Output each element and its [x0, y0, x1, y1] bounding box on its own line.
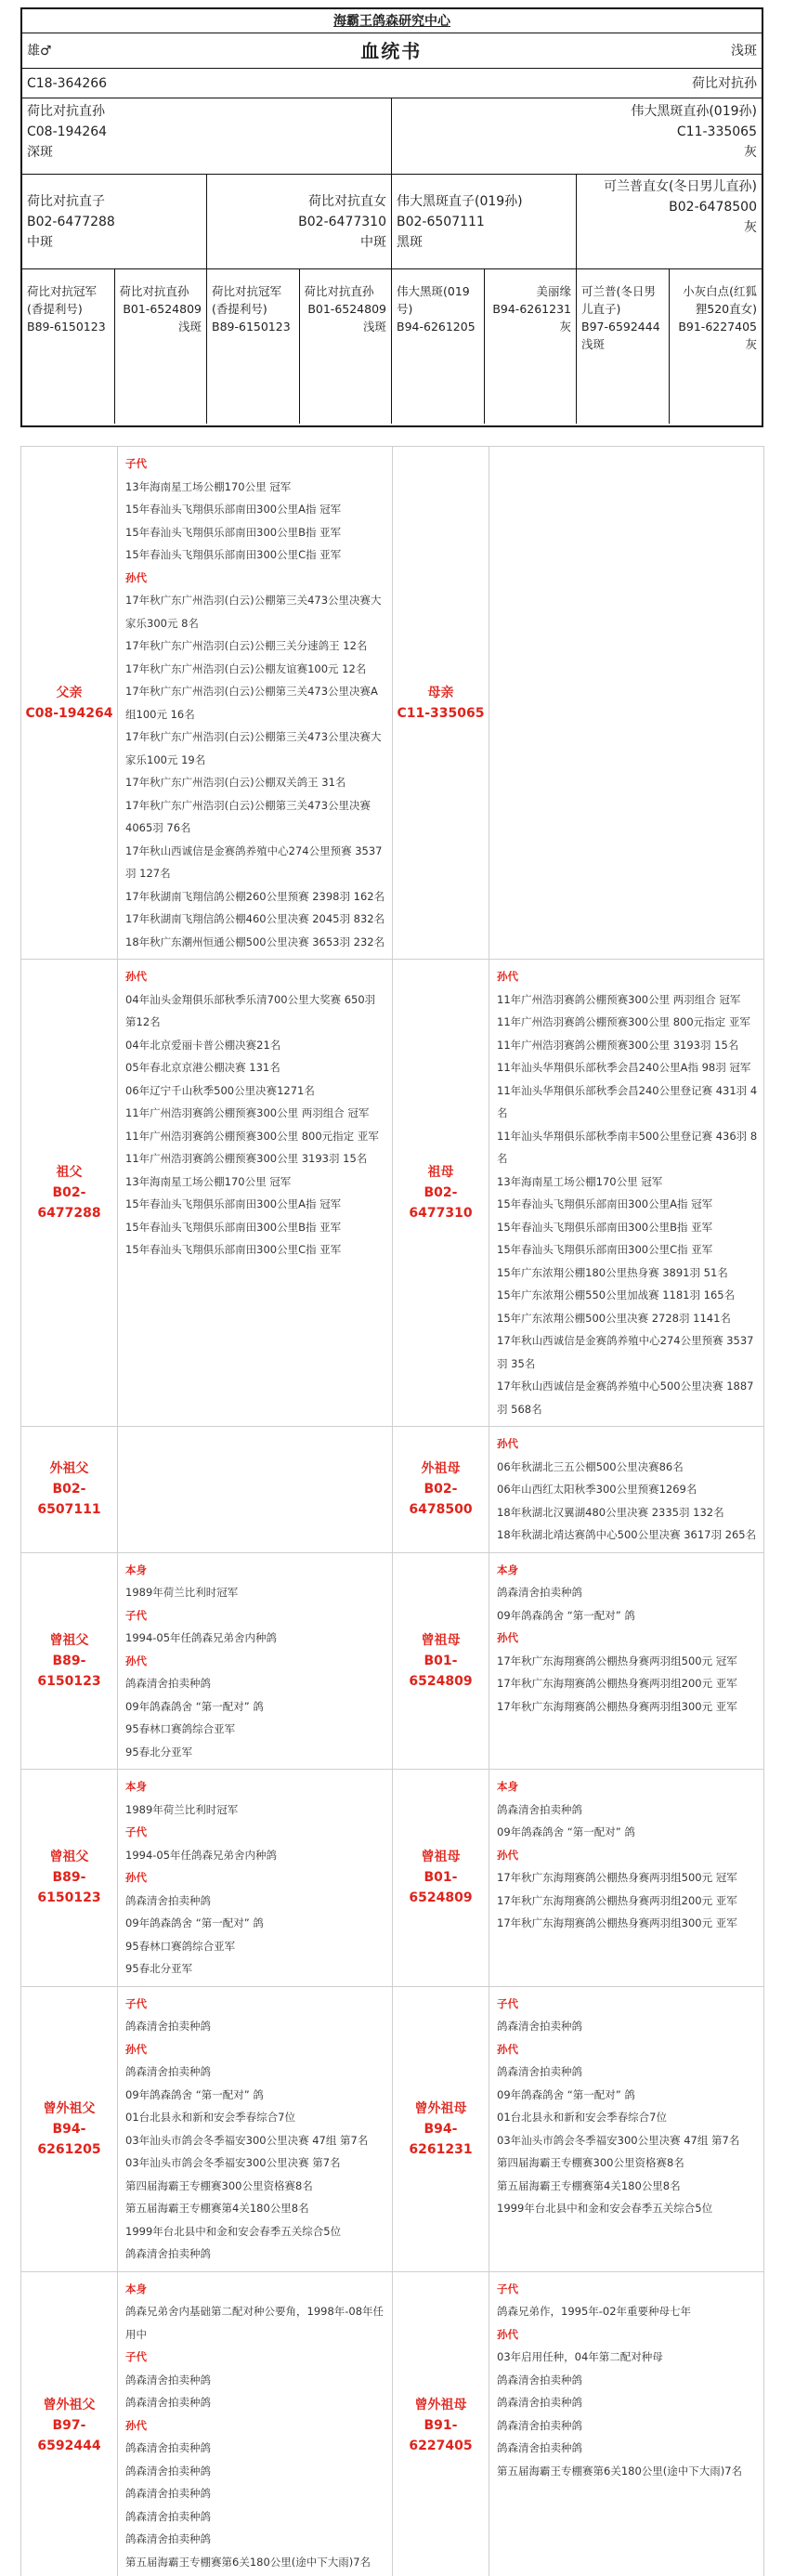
ancestor-records: [489, 1986, 764, 2271]
record-heading: 本身: [125, 1780, 147, 1793]
grandparent-name: 荷比对抗直女: [308, 194, 386, 209]
record-heading: 孙代: [497, 970, 518, 983]
record-line: 15年春汕头飞翔俱乐部南田300公里C指 亚军: [125, 1243, 342, 1256]
great-grandparent-cell: [485, 269, 578, 424]
great-grandparents-row: [22, 269, 762, 424]
record-line: 鸽森兄弟舍内基础第二配对种公要角，1998年-08年任用中: [125, 2305, 384, 2341]
record-heading: 子代: [497, 2282, 518, 2295]
ancestor-ring: B02-6478500: [409, 1482, 473, 1518]
ancestor-records: [489, 2271, 764, 2576]
record-line: 01台北县永和新和安会季春综合7位: [497, 2111, 667, 2124]
gg-name: 荷比对抗冠军(香提利号): [27, 284, 98, 316]
record-line: 鸽森清舍拍卖种鸽: [125, 2396, 211, 2409]
record-line: 鸽森清舍拍卖种鸽: [497, 2396, 582, 2409]
ancestor-ring: B89-6150123: [37, 1870, 101, 1906]
ancestor-ring: B94-6261231: [409, 2121, 473, 2157]
record-line: 06年辽宁千山秋季500公里决赛1271名: [125, 1083, 315, 1097]
record-line: 11年汕头华翔俱乐部秋季会昌240公里A指 98羽 冠军: [497, 1061, 751, 1074]
record-line: 鸽森清舍拍卖种鸽: [125, 2065, 211, 2078]
record-line: 15年春汕头飞翔俱乐部南田300公里C指 亚军: [497, 1243, 713, 1256]
record-line: 鸽森清舍拍卖种鸽: [497, 2418, 582, 2432]
gg-ring: B94-6261205: [397, 320, 476, 333]
gg-name: 美丽缘: [536, 284, 571, 298]
record-line: 17年秋山西诚信是金赛鸽养殖中心274公里预赛 3537羽 35名: [497, 1334, 754, 1370]
performance-row: [21, 960, 764, 1427]
record-line: 鸽森清舍拍卖种鸽: [125, 2532, 211, 2545]
record-line: 11年广州浩羽赛鸽公棚预赛300公里 两羽组合 冠军: [497, 992, 741, 1006]
record-heading: 孙代: [497, 2327, 518, 2341]
ancestor-ring: B97-6592444: [37, 2417, 101, 2453]
ancestor-ring: B01-6524809: [409, 1870, 473, 1906]
record-line: 03年汕头市鸽会冬季福安300公里决赛 第7名: [125, 2156, 341, 2169]
ancestor-ring: B94-6261205: [37, 2121, 101, 2157]
ancestor-label: [21, 1986, 118, 2271]
record-line: 1999年台北县中和金和安会春季五关综合5位: [125, 2224, 342, 2238]
grandparent-ring: B02-6507111: [397, 215, 485, 229]
record-line: 17年秋广东海翔赛鸽公棚热身赛两羽组300元 亚军: [497, 1699, 737, 1713]
performance-row: [21, 1427, 764, 1553]
grandparent-ring: B02-6478500: [669, 200, 757, 215]
sire-name: 荷比对抗直孙: [27, 104, 105, 119]
ancestor-label: [393, 1986, 489, 2271]
ancestor-role: 曾外祖父: [43, 2397, 96, 2413]
record-line: 鸽森清舍拍卖种鸽: [125, 2464, 211, 2478]
ancestor-label: [21, 1427, 118, 1553]
record-line: 第五届海霸王专棚赛第6关180公里(途中下大雨)7名: [497, 2464, 743, 2478]
record-line: 第五届海霸王专棚赛第4关180公里8名: [497, 2178, 681, 2192]
gg-color: 灰: [745, 337, 757, 351]
ancestor-label: [393, 1427, 489, 1553]
record-line: 15年春汕头飞翔俱乐部南田300公里B指 亚军: [125, 525, 342, 539]
sire-cell: [22, 98, 392, 174]
ancestor-ring: B02-6507111: [37, 1482, 101, 1518]
grandparent-cell: [207, 175, 392, 268]
self-color: 浅斑: [731, 43, 757, 59]
ancestor-role: 曾外祖母: [414, 2100, 467, 2116]
grandparent-color: 黑斑: [397, 235, 423, 250]
ancestor-records: [489, 1427, 764, 1553]
ancestor-role: 曾外祖母: [414, 2397, 467, 2413]
record-line: 13年海南星工场公棚170公里 冠军: [125, 479, 292, 493]
gg-ring: B01-6524809: [123, 302, 202, 316]
record-line: 鸽森清舍拍卖种鸽: [125, 2373, 211, 2386]
ancestor-label: [393, 447, 489, 960]
record-line: 17年秋广东广州浩羽(白云)公棚双关鸽王 31名: [125, 776, 346, 789]
great-grandparent-cell: [392, 269, 485, 424]
record-line: 1994-05年任鸽森兄弟舍内种鸽: [125, 1631, 278, 1644]
record-line: 17年秋广东广州浩羽(白云)公棚第三关473公里决赛4065羽 76名: [125, 798, 371, 834]
ancestor-role: 外祖母: [421, 1461, 461, 1477]
ancestor-role: 父亲: [56, 685, 83, 700]
great-grandparent-cell: [300, 269, 393, 424]
gg-ring: B89-6150123: [212, 320, 291, 333]
ancestor-label: [21, 447, 118, 960]
record-line: 鸽森清舍拍卖种鸽: [125, 2247, 211, 2260]
record-line: 95春北分亚军: [125, 1962, 193, 1975]
gg-name: 荷比对抗冠军(香提利号): [212, 284, 282, 316]
record-line: 95春林口赛鸽综合亚军: [125, 1939, 236, 1953]
ancestor-label: [393, 1770, 489, 1987]
record-line: 95春林口赛鸽综合亚军: [125, 1722, 236, 1735]
record-line: 01台北县永和新和安会季春综合7位: [125, 2111, 295, 2124]
grandparents-row: [22, 175, 762, 269]
record-line: 03年汕头市鸽会冬季福安300公里决赛 47组 第7名: [125, 2133, 369, 2147]
ancestor-ring: B01-6524809: [409, 1653, 473, 1689]
record-heading: 子代: [125, 1996, 147, 2010]
gg-ring: B94-6261231: [492, 302, 571, 316]
gg-ring: B91-6227405: [678, 320, 757, 333]
dam-name: 伟大黑斑直孙(019孙): [631, 104, 757, 119]
record-line: 17年秋广东广州浩羽(白云)公棚第三关473公里决赛A组100元 16名: [125, 685, 378, 721]
record-line: 鸽森清舍拍卖种鸽: [125, 2509, 211, 2523]
great-grandparent-cell: [207, 269, 300, 424]
ancestor-ring: B91-6227405: [409, 2417, 473, 2453]
grandparent-name: 荷比对抗直子: [27, 194, 105, 209]
record-heading: 子代: [125, 2350, 147, 2363]
gg-name: 荷比对抗直孙: [304, 284, 374, 298]
ancestor-ring: B89-6150123: [37, 1653, 101, 1689]
gg-ring: B01-6524809: [307, 302, 386, 316]
performance-table-body: [21, 447, 764, 2576]
ancestor-role: 祖父: [56, 1165, 83, 1180]
record-line: 1994-05年任鸽森兄弟舍内种鸽: [125, 1848, 278, 1862]
grandparent-name: 可兰普直女(冬日男儿直孙): [604, 179, 757, 194]
record-line: 06年秋湖北三五公棚500公里决赛86名: [497, 1459, 684, 1473]
ancestor-role: 曾祖母: [421, 1632, 461, 1648]
gg-color: 灰: [559, 320, 571, 333]
record-line: 05年春北京京港公棚决赛 131名: [125, 1061, 280, 1074]
ancestor-role: 曾祖父: [49, 1632, 89, 1648]
record-line: 15年春汕头飞翔俱乐部南田300公里B指 亚军: [125, 1220, 342, 1234]
ancestor-role: 祖母: [427, 1165, 454, 1180]
grandparent-cell: [22, 175, 207, 268]
record-line: 11年广州浩羽赛鸽公棚预赛300公里 两羽组合 冠军: [125, 1106, 370, 1119]
ancestor-label: [21, 2271, 118, 2576]
pedigree-chart: [20, 7, 763, 427]
record-heading: 本身: [497, 1780, 518, 1793]
record-line: 17年秋广东海翔赛鸽公棚热身赛两羽组200元 亚军: [497, 1677, 737, 1690]
ancestor-role: 曾外祖父: [43, 2100, 96, 2116]
record-line: 18年秋广东潮州恒通公棚500公里决赛 3653羽 232名: [125, 935, 385, 948]
grandparent-color: 灰: [744, 220, 757, 235]
gg-name: 伟大黑斑(019号): [397, 284, 470, 316]
self-strain: 荷比对抗孙: [692, 75, 757, 91]
dam-color: 灰: [744, 145, 757, 160]
record-line: 11年广州浩羽赛鸽公棚预赛300公里 3193羽 15名: [497, 1038, 739, 1052]
record-line: 1989年荷兰比利时冠军: [125, 1586, 239, 1599]
record-line: 04年汕头金翔俱乐部秋季乐清700公里大奖赛 650羽 第12名: [125, 992, 376, 1028]
ancestor-label: [393, 2271, 489, 2576]
record-heading: 孙代: [125, 1654, 147, 1667]
ancestor-label: [21, 1770, 118, 1987]
record-line: 18年秋湖北汉翼湖480公里决赛 2335羽 132名: [497, 1505, 724, 1519]
record-line: 11年广州浩羽赛鸽公棚预赛300公里 800元指定 亚军: [125, 1129, 379, 1143]
record-line: 17年秋山西诚信是金赛鸽养殖中心500公里决赛 1887羽 568名: [497, 1380, 754, 1416]
record-line: 09年鸽森鸽舍 “第一配对” 鸽: [125, 1699, 264, 1713]
great-grandparent-cell: [115, 269, 208, 424]
record-line: 11年汕头华翔俱乐部秋季南丰500公里登记赛 436羽 8名: [497, 1129, 758, 1165]
record-line: 11年广州浩羽赛鸽公棚预赛300公里 800元指定 亚军: [497, 1015, 750, 1028]
performance-row: [21, 1770, 764, 1987]
record-heading: 孙代: [125, 570, 147, 584]
grandparent-ring: B02-6477288: [27, 215, 115, 229]
performance-row: [21, 1552, 764, 1770]
grandparent-color: 中斑: [360, 235, 386, 250]
sire-color: 深斑: [27, 145, 53, 160]
record-line: 鸽森兄弟作，1995年-02年重要种母七年: [497, 2305, 692, 2318]
record-heading: 孙代: [125, 2042, 147, 2056]
great-grandparent-cell: [670, 269, 762, 424]
ancestor-records: [118, 1770, 393, 1987]
record-line: 1989年荷兰比利时冠军: [125, 1802, 239, 1816]
ancestor-label: [21, 960, 118, 1427]
record-line: 鸽森清舍拍卖种鸽: [497, 2020, 582, 2033]
record-line: 17年秋广东海翔赛鸽公棚热身赛两羽组300元 亚军: [497, 1916, 737, 1929]
record-line: 鸽森清舍拍卖种鸽: [125, 1893, 211, 1907]
record-line: 鸽森清舍拍卖种鸽: [497, 2065, 582, 2078]
ancestor-role: 母亲: [427, 685, 454, 700]
record-line: 15年春汕头飞翔俱乐部南田300公里B指 亚军: [497, 1220, 713, 1234]
record-line: 鸽森清舍拍卖种鸽: [125, 2441, 211, 2454]
ancestor-label: [21, 1552, 118, 1770]
performance-row: [21, 447, 764, 960]
grandparent-cell: [577, 175, 762, 268]
record-heading: 本身: [125, 2282, 147, 2295]
gg-name: 小灰白点(红狐狸520直女): [683, 284, 757, 316]
gg-name: 可兰普(冬日男儿直子): [581, 284, 656, 316]
record-heading: 孙代: [125, 970, 147, 983]
gg-ring: B89-6150123: [27, 320, 106, 333]
record-line: 鸽森清舍拍卖种鸽: [497, 1586, 582, 1599]
ancestor-records: [118, 447, 393, 960]
performance-row: [21, 2271, 764, 2576]
ancestor-ring: C11-335065: [397, 705, 485, 721]
record-line: 17年秋广东广州浩羽(白云)公棚友谊赛100元 12名: [125, 661, 367, 675]
record-line: 鸽森清舍拍卖种鸽: [497, 2441, 582, 2454]
record-heading: 本身: [497, 1563, 518, 1576]
record-line: 鸽森清舍拍卖种鸽: [497, 1802, 582, 1816]
record-heading: 孙代: [497, 1437, 518, 1450]
ancestor-role: 外祖父: [49, 1461, 89, 1477]
record-heading: 子代: [125, 1608, 147, 1622]
record-line: 15年春汕头飞翔俱乐部南田300公里A指 冠军: [125, 1197, 342, 1210]
record-line: 09年鸽森鸽舍 “第一配对” 鸽: [497, 2087, 635, 2101]
dam-ring: C11-335065: [676, 124, 757, 139]
ancestor-role: 曾祖父: [49, 1850, 89, 1865]
record-line: 17年秋广东海翔赛鸽公棚热身赛两羽组200元 亚军: [497, 1893, 737, 1907]
record-line: 15年广东浓翔公棚550公里加战赛 1181羽 165名: [497, 1288, 736, 1301]
ancestor-ring: B02-6477310: [409, 1185, 473, 1221]
gg-name: 荷比对抗直孙: [119, 284, 189, 298]
record-heading: 本身: [125, 1563, 147, 1576]
record-line: 17年秋湖南飞翔信鸽公棚460公里决赛 2045羽 832名: [125, 912, 385, 925]
record-line: 03年启用任种，04年第二配对种母: [497, 2350, 663, 2363]
great-grandparent-cell: [22, 269, 115, 424]
record-heading: 孙代: [125, 2418, 147, 2432]
record-line: 11年汕头华翔俱乐部秋季会昌240公里登记赛 431羽 4名: [497, 1083, 758, 1119]
center-title: 海霸王鸽森研究中心: [333, 14, 450, 29]
ancestor-records: [489, 960, 764, 1427]
record-line: 95春北分亚军: [125, 1745, 193, 1759]
record-line: 15年春汕头飞翔俱乐部南田300公里A指 冠军: [497, 1197, 713, 1210]
record-heading: 子代: [125, 457, 147, 470]
record-line: 13年海南星工场公棚170公里 冠军: [497, 1174, 663, 1188]
record-heading: 孙代: [497, 1631, 518, 1644]
record-line: 09年鸽森鸽舍 “第一配对” 鸽: [125, 1916, 264, 1929]
doc-title: 血统书: [360, 39, 423, 62]
record-line: 09年鸽森鸽舍 “第一配对” 鸽: [497, 1608, 635, 1622]
parents-row: [22, 98, 762, 175]
title-row: [22, 33, 762, 69]
performance-row: [21, 1986, 764, 2271]
record-line: 06年山西红太阳秋季300公里预赛1269名: [497, 1483, 697, 1496]
record-line: 11年广州浩羽赛鸽公棚预赛300公里 3193羽 15名: [125, 1152, 368, 1165]
record-line: 17年秋广东广州浩羽(白云)公棚第三关473公里决赛大家乐300元 8名: [125, 594, 382, 630]
record-line: 第四届海霸王专棚赛300公里资格赛8名: [125, 2178, 313, 2192]
ancestor-label: [393, 960, 489, 1427]
record-line: 15年春汕头飞翔俱乐部南田300公里C指 亚军: [125, 548, 342, 561]
record-line: 鸽森清舍拍卖种鸽: [497, 2373, 582, 2386]
record-line: 1999年台北县中和金和安会春季五关综合5位: [497, 2202, 713, 2215]
ancestor-records: [118, 2271, 393, 2576]
ancestor-ring: C08-194264: [25, 705, 113, 721]
record-line: 第五届海霸王专棚赛第4关180公里8名: [125, 2202, 309, 2215]
record-line: 09年鸽森鸽舍 “第一配对” 鸽: [497, 1825, 635, 1838]
gg-color: 浅斑: [581, 337, 606, 351]
record-line: 17年秋广东海翔赛鸽公棚热身赛两羽组500元 冠军: [497, 1654, 737, 1667]
grandparent-name: 伟大黑斑直子(019孙): [397, 194, 523, 209]
record-line: 17年秋广东海翔赛鸽公棚热身赛两羽组500元 冠军: [497, 1871, 737, 1884]
record-line: 第五届海霸王专棚赛第6关180公里(途中下大雨)7名: [125, 2555, 371, 2569]
gg-ring: B97-6592444: [581, 320, 660, 333]
ancestor-records: [489, 1770, 764, 1987]
grandparent-cell: [392, 175, 577, 268]
dam-cell: [392, 98, 762, 174]
gg-color: 浅斑: [177, 320, 202, 333]
record-line: 鸽森清舍拍卖种鸽: [125, 2020, 211, 2033]
record-heading: 孙代: [497, 1848, 518, 1862]
ancestor-label: [393, 1552, 489, 1770]
self-row: [22, 69, 762, 98]
ancestor-records: [118, 1986, 393, 2271]
ancestor-records: [489, 447, 764, 960]
record-heading: 子代: [497, 1996, 518, 2010]
performance-table: [20, 446, 764, 2576]
ancestor-ring: B02-6477288: [37, 1185, 101, 1221]
record-line: 鸽森清舍拍卖种鸽: [125, 1677, 211, 1690]
record-line: 鸽森清舍拍卖种鸽: [125, 2487, 211, 2500]
record-line: 17年秋广东广州浩羽(白云)公棚三关分速鸽王 12名: [125, 639, 368, 652]
record-line: 18年秋湖北靖达赛鸽中心500公里决赛 3617羽 265名: [497, 1528, 757, 1541]
record-line: 17年秋山西诚信是金赛鸽养殖中心274公里预赛 3537羽 127名: [125, 843, 383, 880]
ancestor-records: [118, 960, 393, 1427]
ancestor-records: [489, 1552, 764, 1770]
record-line: 第四届海霸王专棚赛300公里资格赛8名: [497, 2156, 684, 2169]
record-line: 04年北京爱丽卡普公棚决赛21名: [125, 1038, 281, 1052]
center-title-row: [22, 9, 762, 33]
record-line: 09年鸽森鸽舍 “第一配对” 鸽: [125, 2087, 264, 2101]
great-grandparent-cell: [577, 269, 670, 424]
record-heading: 子代: [125, 1825, 147, 1838]
record-line: 15年春汕头飞翔俱乐部南田300公里A指 冠军: [125, 503, 342, 516]
record-line: 13年海南星工场公棚170公里 冠军: [125, 1174, 292, 1188]
record-line: 03年汕头市鸽会冬季福安300公里决赛 47组 第7名: [497, 2133, 740, 2147]
record-heading: 孙代: [497, 2042, 518, 2056]
record-heading: 孙代: [125, 1871, 147, 1884]
sire-ring: C08-194264: [27, 124, 108, 139]
ancestor-records: [118, 1427, 393, 1553]
grandparent-color: 中斑: [27, 235, 53, 250]
record-line: 17年秋广东广州浩羽(白云)公棚第三关473公里决赛大家乐100元 19名: [125, 730, 382, 766]
record-line: 17年秋湖南飞翔信鸽公棚260公里预赛 2398羽 162名: [125, 889, 385, 903]
self-ring: C18-364266: [27, 75, 108, 91]
sex: 雄♂: [27, 43, 52, 59]
ancestor-records: [118, 1552, 393, 1770]
record-line: 15年广东浓翔公棚180公里热身赛 3891羽 51名: [497, 1265, 728, 1279]
record-line: 15年广东浓翔公棚500公里决赛 2728羽 1141名: [497, 1311, 731, 1325]
gg-color: 浅斑: [362, 320, 386, 333]
grandparent-ring: B02-6477310: [298, 215, 386, 229]
ancestor-role: 曾祖母: [421, 1850, 461, 1865]
